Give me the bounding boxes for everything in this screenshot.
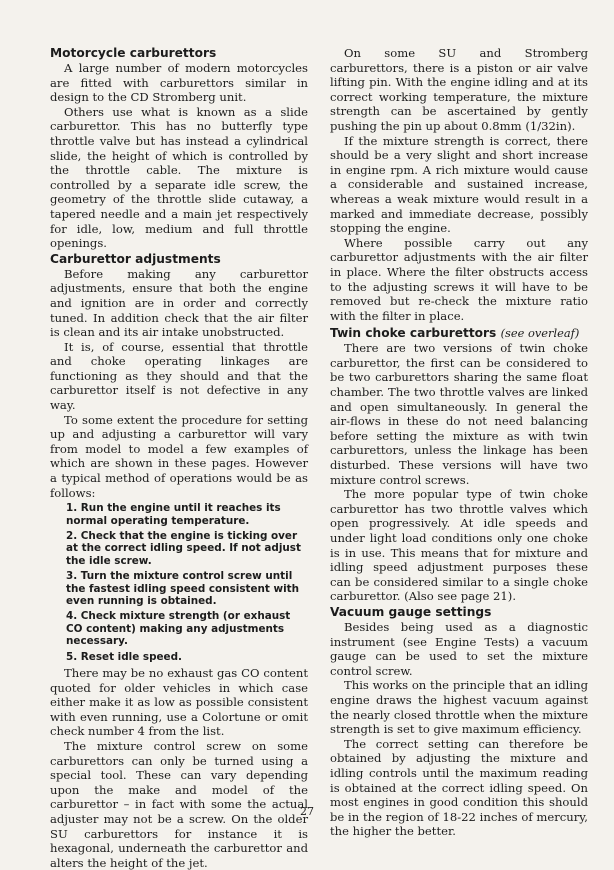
paragraph: Others use what is known as a slide carburettor. This has no butterfly type throttle valve but has instead a cylindrical slide, the height of which is controlled by the throttle cable. The mixture is controlled by a separate idle screw, the geometry of the throttle slide cutaway, a tapered needle and a main jet respectively for idle, low, medium and full throttle openings. <box>50 104 308 251</box>
right-column <box>330 46 588 839</box>
heading-motorcycle-carburettors: Motorcycle carburettors <box>50 46 217 60</box>
procedure-steps <box>50 502 308 663</box>
paragraph: There may be no exhaust gas CO content quoted for older vehicles in which case either make it as low as possible consistent with even running, use a Colortune or omit check number 4 from the list. <box>50 666 308 739</box>
heading-note: (see overleaf) <box>500 326 580 341</box>
step-item: 4. Check mixture strength (or exhaust CO content) making any adjustments necessary. <box>66 610 291 648</box>
paragraph: If the mixture strength is correct, there should be a very slight and short increase in engine rpm. A rich mixture would cause a considerable and sustained increase, whereas a weak mixture would result in a marked and immediate decrease, possibly stopping the engine. <box>330 133 588 236</box>
paragraph: Where possible carry out any carburettor adjustments with the air filter in place. Where the filter obstructs access to the adjusting screws it will have to be removed but re-check the mixture ratio with the filter in place. <box>330 235 588 323</box>
step-item: 3. Turn the mixture control screw until the fastest idling speed consistent with even running is obtained. <box>66 570 300 608</box>
paragraph: The more popular type of twin choke carburettor has two throttle valves which open progressively. At idle speeds and under light load conditions only one choke is in use. This means that for mixture and idling speed adjustment purposes these can be considered similar to a single choke carburettor. (Also see page 21). <box>330 487 588 604</box>
heading-carburettor-adjustments: Carburettor adjustments <box>50 251 221 266</box>
paragraph: Before making any carburettor adjustments, ensure that both the engine and ignition are in order and correctly tuned. In addition check that the air filter is clean and its air intake unobstructed. <box>50 266 308 340</box>
step-item: 1. Run the engine until it reaches its normal operating temperature. <box>66 502 281 527</box>
paragraph: The mixture control screw on some carburettors can only be turned using a special tool. These can vary depending upon the make and model of the carburettor – in fact with some the actual adjuster may not be a screw. On the older SU carburettors for instance it is hexagonal, underneath the carburettor and alters the height of the jet. <box>50 739 308 870</box>
paragraph: This works on the principle that an idling engine draws the highest vacuum against the nearly closed throttle when the mixture strength is set to give maximum efficiency. <box>330 678 588 737</box>
left-column <box>50 46 308 870</box>
paragraph: It is, of course, essential that throttle and choke operating linkages are functioning as they should and that the carburettor itself is not defective in any way. <box>50 339 308 413</box>
page-number: 27 <box>300 805 314 818</box>
paragraph: A large number of modern motorcycles are fitted with carburettors similar in design to the CD Stromberg unit. <box>50 61 308 105</box>
paragraph: To some extent the procedure for setting up and adjusting a carburettor will vary from model to model a few examples of which are shown in these pages. However a typical method of operations would be as follows: <box>50 412 308 500</box>
heading-vacuum-gauge-settings: Vacuum gauge settings <box>330 604 492 619</box>
paragraph: There are two versions of twin choke carburettor, the first can be considered to be two carburettors sharing the same float chamber. The two throttle valves are linked and open simultaneously. In general the air-flows in these do not need balancing before setting the mixture as with twin carburettors, unless the linkage has been disturbed. These versions will have two mixture control screws. <box>330 341 588 487</box>
paragraph: On some SU and Stromberg carburettors, there is a piston or air valve lifting pin. With the engine idling and at its correct working temperature, the mixture strength can be ascertained by gently pushing the pin up about 0.8mm (1/32in). <box>330 46 588 133</box>
heading-twin-choke-carburettors <box>330 326 588 341</box>
heading-text: Twin choke carburettors <box>330 326 497 341</box>
step-item: 2. Check that the engine is ticking over at the correct idling speed. If not adjust the idle screw. <box>66 530 301 567</box>
paragraph: Besides being used as a diagnostic instrument (see Engine Tests) a vacuum gauge can be used to set the mixture control screw. <box>330 619 588 678</box>
paragraph: The correct setting can therefore be obtained by adjusting the mixture and idling controls until the maximum reading is obtained at the correct idling speed. On most engines in good condition this should be in the region of 18-22 inches of mercury, the higher the better. <box>330 736 588 839</box>
step-item: 5. Reset idle speed. <box>66 650 182 663</box>
